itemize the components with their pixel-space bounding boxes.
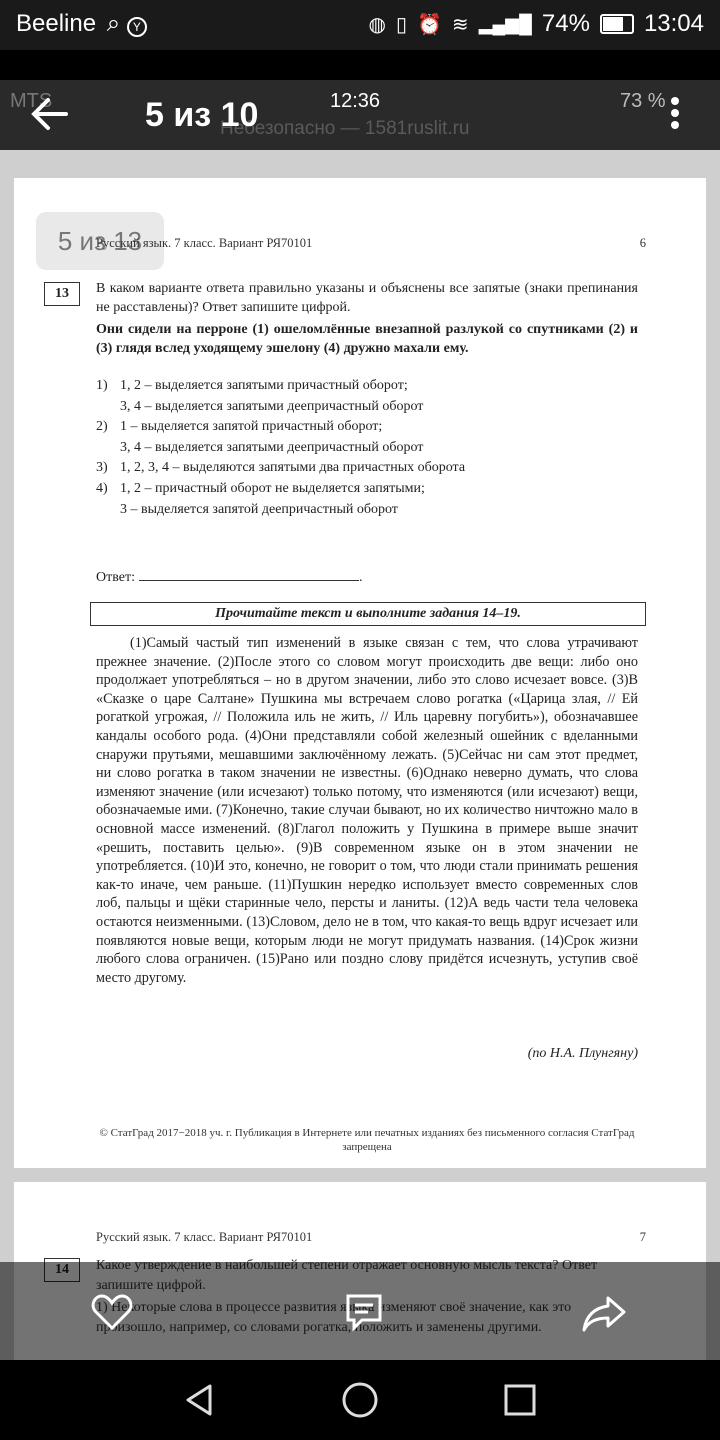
task-number: 13 bbox=[44, 282, 80, 306]
home-icon[interactable] bbox=[340, 1380, 380, 1420]
clock: 13:04 bbox=[643, 10, 704, 37]
inner-status-bar bbox=[10, 90, 710, 114]
wifi-icon: ≋ bbox=[451, 13, 469, 36]
page-number: 6 bbox=[639, 236, 646, 250]
answer-option: 2) 1 – выделяется запятой причастный оборот; 3, 4 – выделяется запятыми деепричастный оборот bbox=[96, 419, 424, 455]
viewer-header bbox=[0, 80, 720, 150]
answer-option: 3) 1, 2, 3, 4 – выделяются запятыми два причастных оборота bbox=[96, 460, 466, 475]
search-icon: ⌕ bbox=[106, 10, 121, 37]
page-number: 7 bbox=[639, 1230, 646, 1244]
more-options-icon[interactable] bbox=[665, 94, 685, 136]
status-bar bbox=[0, 0, 720, 50]
instruction-box: Прочитайте текст и выполните задания 14–19. bbox=[90, 602, 646, 626]
carrier-label: Beeline ⌕ Y bbox=[16, 10, 147, 38]
question-text: В каком варианте ответа правильно указаны и объяснены все запятые (знаки препинания не расставлены)? Ответ запишите цифрой. bbox=[96, 281, 638, 315]
inner-battery: 73 % bbox=[620, 90, 666, 112]
task-sentence: Они сидели на перроне (1) ошеломлённые внезапной разлукой со спутниками (2) и (3) глядя вслед уходящему эшелону (4) дружно махали ему. bbox=[96, 322, 638, 356]
answer-blank bbox=[139, 566, 359, 581]
page-badge: 5 из 13 bbox=[36, 212, 164, 270]
navigation-bar bbox=[0, 1360, 720, 1440]
page-header: Русский язык. 7 класс. Вариант РЯ70101 6 bbox=[96, 236, 646, 250]
vpn-icon: Y bbox=[127, 17, 147, 37]
document-viewer[interactable] bbox=[0, 150, 720, 1360]
viewer-title: 5 из 10 bbox=[145, 96, 259, 134]
passage-author: (по Н.А. Плунгяну) bbox=[527, 1046, 638, 1061]
document-page bbox=[14, 178, 706, 1168]
answer-option: 1) 1, 2 – выделяется запятыми причастный оборот; 3, 4 – выделяется запятыми деепричастный оборот bbox=[96, 378, 424, 414]
signal-icon: ▂▄▆█ bbox=[478, 13, 532, 34]
reading-passage: (1)Самый частый тип изменений в языке связан с тем, что слова утрачивают прежнее значение. (2)После этого со словом могут происходить две вещи: либо оно продолжает употребляться – но в другом значении, либо это слово исчезает вовсе. (3)В «Сказке о царе Салтане» Пушкина мы встречаем слово рогатка («Царица злая, // Ей рогаткой угрожая, // Положила иль не жить, // Иль царевну погубить»), обозначавшее кандалы особого рода. (4)Они представляли собой железный ошейник с вделанными снаружи прутьями, мешавшими заключённому лежать. (5)Сейчас ни сам этот предмет, ни слово рогатка в таком значении не известны. (6)Однако неверно думать, что слова изменяют значение (или исчезают) только потому, что изменяются (или исчезают) вещи, обозначаемые ими. (7)Конечно, такие случаи бывают, но их количество ничтожно мало в основной массе изменений. (8)Глагол положить у Пушкина в примере выше значит «решить, поставить целью». (9)В современном языке он в этом значении не употребляется. (10)И это, конечно, не говорит о том, что люди стали принимать решения как-то иначе, чем раньше. (11)Пушкин нередко использует вместо современных слов лоб, пальцы и щёки старинные чело, персты и ланиты. (12)А ведь части тела человека остаются неизменными. (13)Словом, дело не в том, что какая-то вещь вдруг исчезает или появляются новые вещи, которым люди не могут придумать названия. (14)Срок жизни любого слова ограничен. (15)Рано или поздно слову придётся исчезнуть, уступив своё место другому. bbox=[96, 635, 638, 986]
battery-percent: 74% bbox=[541, 10, 590, 37]
inner-carrier: MTS bbox=[10, 90, 53, 112]
inner-time: 12:36 bbox=[330, 90, 381, 112]
comment-icon[interactable] bbox=[340, 1288, 388, 1336]
vibrate-icon: ▯ bbox=[396, 13, 408, 36]
back-arrow-icon[interactable] bbox=[30, 94, 80, 136]
inner-url: Небезопасно — 1581ruslit.ru bbox=[220, 118, 470, 139]
status-right bbox=[369, 10, 704, 38]
action-toolbar bbox=[0, 1262, 720, 1360]
copyright-note: © СтатГрад 2017−2018 уч. г. Публикация в Интернете или печатных изданиях без письменного согласия СтатГрад запрещена bbox=[99, 1127, 635, 1153]
page-header: Русский язык. 7 класс. Вариант РЯ70101 7 bbox=[96, 1230, 646, 1244]
share-icon[interactable] bbox=[580, 1288, 628, 1336]
like-icon[interactable] bbox=[88, 1288, 136, 1336]
alarm-icon: ⏰ bbox=[417, 13, 442, 36]
back-icon[interactable] bbox=[180, 1380, 220, 1420]
answer-line: Ответ: . bbox=[96, 566, 362, 586]
battery-icon bbox=[600, 14, 634, 34]
answer-option: 4) 1, 2 – причастный оборот не выделяется запятыми; 3 – выделяется запятой деепричастный оборот bbox=[96, 481, 425, 517]
recents-icon[interactable] bbox=[500, 1380, 540, 1420]
nfc-icon: ◍ bbox=[368, 13, 386, 36]
